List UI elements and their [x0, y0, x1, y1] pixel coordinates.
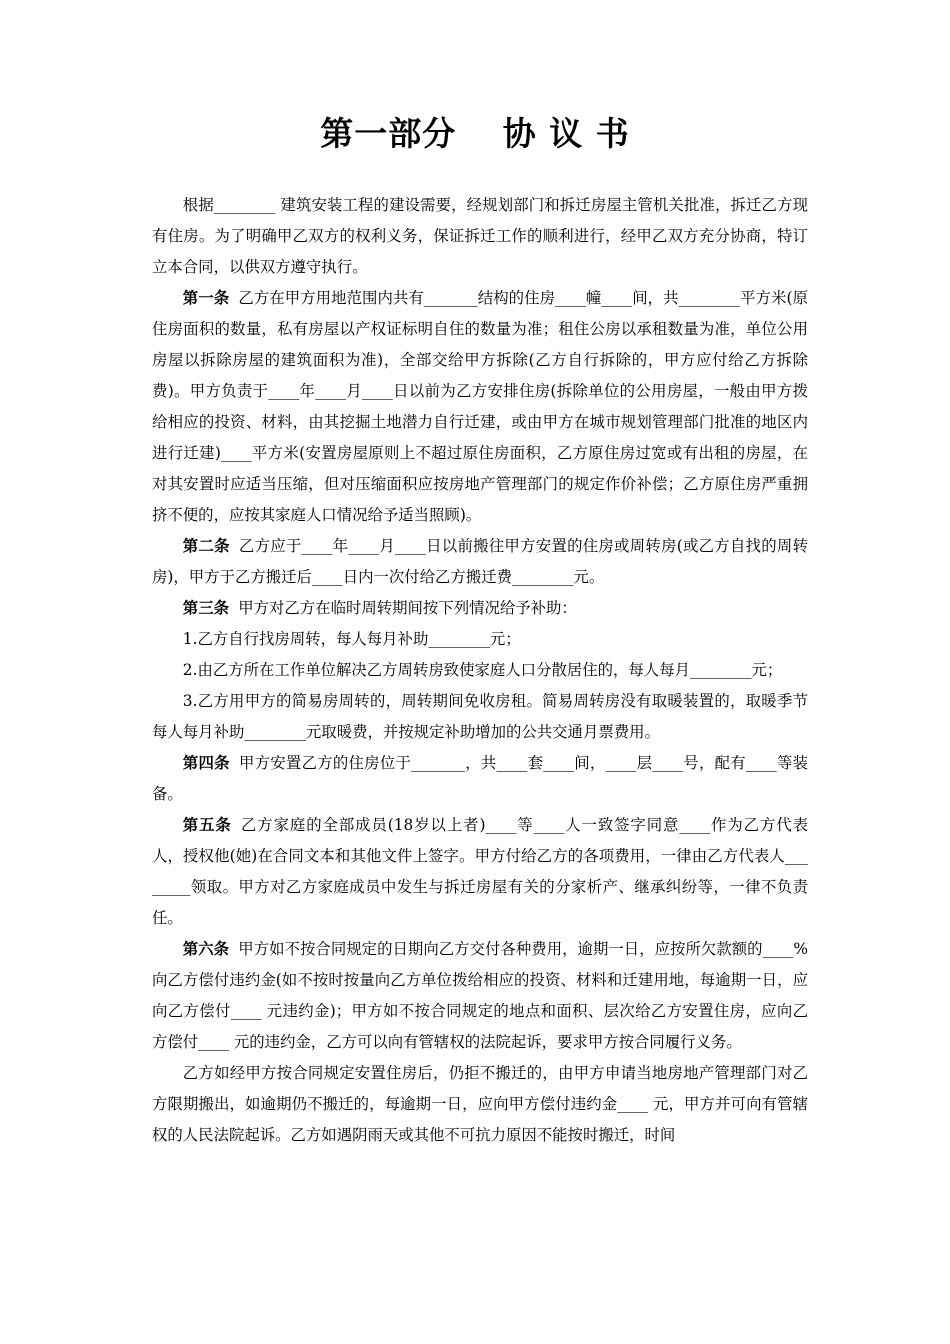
- article-6-continuation: [152, 1058, 808, 1151]
- intro-paragraph: [152, 190, 808, 283]
- article-3-item-3: [152, 686, 808, 748]
- article-heading: 第三条: [182, 599, 229, 617]
- article-heading: 第五条: [182, 816, 232, 834]
- article-heading: 第六条: [182, 940, 230, 958]
- document-body: [152, 190, 808, 1151]
- paragraph-text: 乙方家庭的全部成员(18岁以上者)____等____人一致签字同意____作为乙方代表人，授权他(她)在合同文本和其他文件上签字。甲方付给乙方的各项费用，一律由乙方代表人________领取。甲方对乙方家庭成员中发生与拆迁房屋有关的分家析产、继承纠纷等，一律不负责任。: [152, 816, 808, 927]
- article-heading: 第二条: [182, 537, 230, 555]
- page-title: 第一部分 协 议 书: [320, 114, 630, 153]
- paragraph-text: 乙方在甲方用地范围内共有_______结构的住房____幢____间，共________平方米(原住房面积的数量，私有房屋以产权证标明自住的数量为准；租住公房以承租数量为准，单位公用房屋以拆除房屋的建筑面积为准)，全部交给甲方拆除(乙方自行拆除的，甲方应付给乙方拆除费)。甲方负责于____年____月____日以前为乙方安排住房(拆除单位的公用房屋，一般由甲方拨给相应的投资、材料，由其挖掘土地潜力自行迁建，或由甲方在城市规划管理部门批准的地区内进行迁建)____平方米(安置房屋原则上不超过原住房面积，乙方原住房过宽或有出租的房屋，在对其安置时应适当压缩，但对压缩面积应按房地产管理部门的规定作价补偿；乙方原住房严重拥挤不便的，应按其家庭人口情况给予适当照顾)。: [152, 289, 808, 524]
- paragraph-text: 2.由乙方所在工作单位解决乙方周转房致使家庭人口分散居住的，每人每月________元；: [182, 661, 783, 679]
- article-heading: 第四条: [182, 754, 230, 772]
- paragraph-text: 乙方如经甲方按合同规定安置住房后，仍拒不搬迁的，由甲方申请当地房地产管理部门对乙方限期搬出，如逾期仍不搬迁的，每逾期一日，应向甲方偿付违约金____ 元，甲方并可向有管辖权的人民法院起诉。乙方如遇阴雨天或其他不可抗力原因不能按时搬迁，时间: [152, 1064, 808, 1144]
- paragraph-text: 甲方安置乙方的住房位于_______，共____套____间，____层____号，配有____等装备。: [152, 754, 808, 803]
- paragraph-text: 1.乙方自行找房周转，每人每月补助________元；: [182, 630, 521, 648]
- article-1: [152, 283, 808, 531]
- article-4: [152, 748, 808, 810]
- paragraph-text: 乙方应于____年____月____日以前搬往甲方安置的住房或周转房(或乙方自找的周转房)，甲方于乙方搬迁后____日内一次付给乙方搬迁费________元。: [152, 537, 808, 586]
- article-3-item-2: [152, 655, 808, 686]
- article-2: [152, 531, 808, 593]
- article-6: [152, 934, 808, 1058]
- paragraph-text: 甲方如不按合同规定的日期向乙方交付各种费用，逾期一日，应按所欠款额的____%向乙方偿付违约金(如不按时按量向乙方单位拨给相应的投资、材料和迁建用地，每逾期一日，应向乙方偿付____ 元违约金)；甲方如不按合同规定的地点和面积、层次给乙方安置住房，应向乙方偿付____ 元的违约金，乙方可以向有管辖权的法院起诉，要求甲方按合同履行义务。: [152, 940, 808, 1051]
- article-3: [152, 593, 808, 624]
- paragraph-text: 甲方对乙方在临时周转期间按下列情况给予补助：: [238, 599, 577, 617]
- paragraph-text: 根据________ 建筑安装工程的建设需要，经规划部门和拆迁房屋主管机关批准，拆迁乙方现有住房。为了明确甲乙双方的权利义务，保证拆迁工作的顺利进行，经甲乙双方充分协商，特订立本合同，以供双方遵守执行。: [152, 196, 808, 276]
- article-5: [152, 810, 808, 934]
- article-3-item-1: [152, 624, 808, 655]
- article-heading: 第一条: [182, 289, 230, 307]
- paragraph-text: 3.乙方用甲方的简易房周转的，周转期间免收房租。简易周转房没有取暖装置的，取暖季节每人每月补助________元取暖费，并按规定补助增加的公共交通月票费用。: [152, 692, 808, 741]
